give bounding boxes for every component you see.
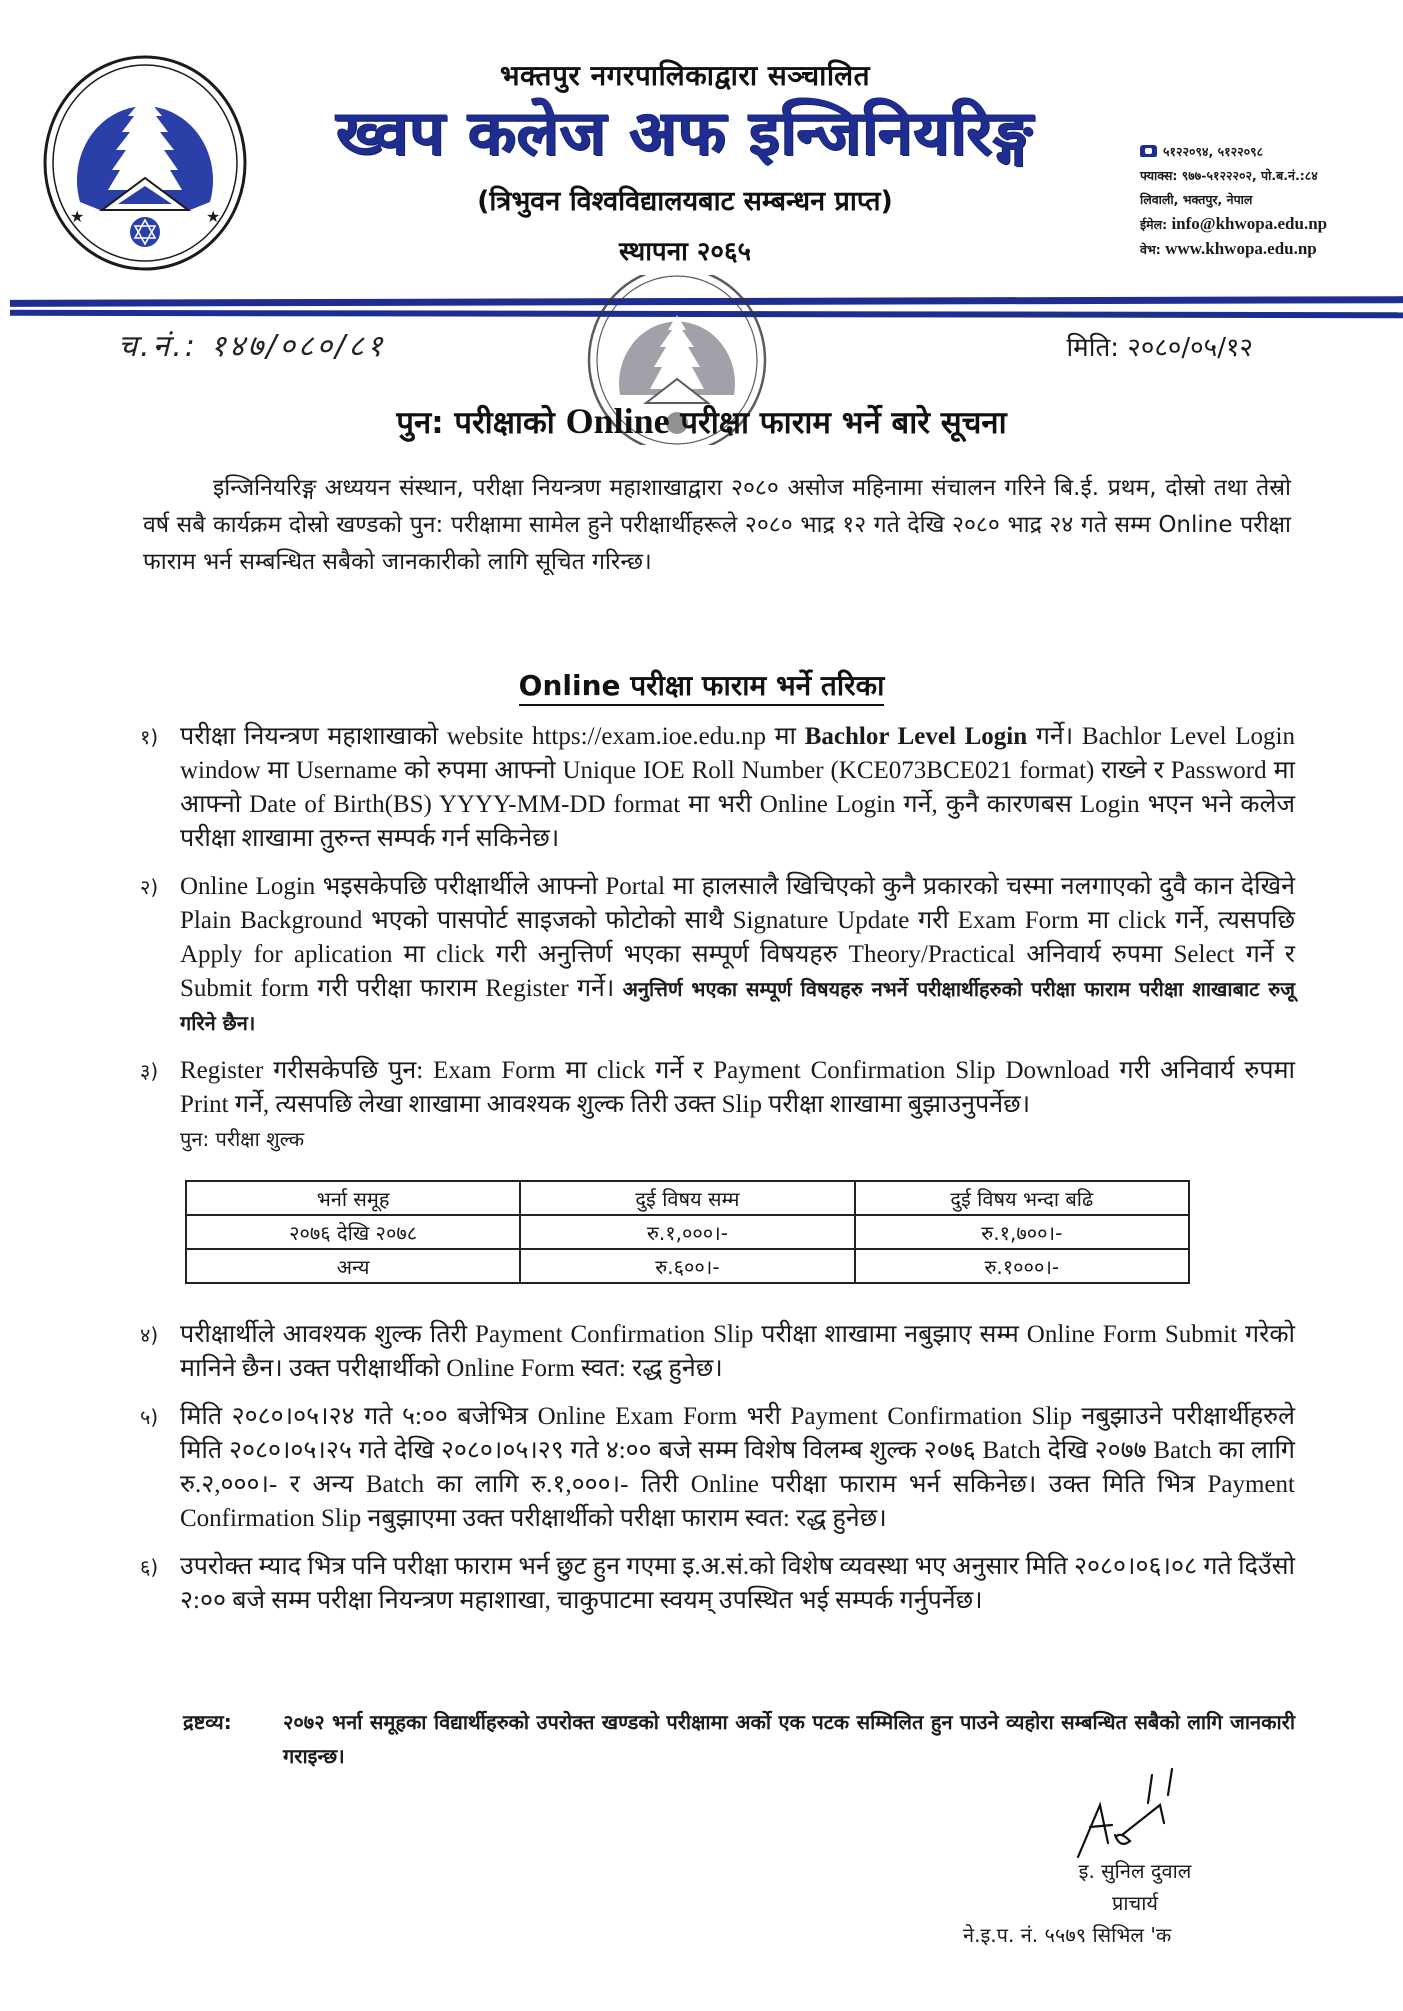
step-1 [140, 720, 1295, 856]
svg-text:★: ★ [206, 209, 221, 226]
note-label: द्रष्टव्य: [183, 1710, 232, 1734]
email-link[interactable]: info@khwopa.edu.np [1171, 214, 1328, 233]
signature-icon [1060, 1765, 1200, 1860]
column-header: दुई विषय सम्म [520, 1181, 854, 1215]
step-text: Register गरीसकेपछि पुन: Exam Form मा click गर्ने र Payment Confirmation Slip Download गरी अनिवार्य रुपमा Print गर्ने, त्यसपछि लेखा शाखामा आवश्यक शुल्क तिरी उक्त Slip परीक्षा शाखामा बुझाउनुपर्नेछ। [180, 1057, 1295, 1118]
table-header-row [186, 1181, 1189, 1215]
title-online: Online [565, 401, 670, 441]
intro-text: इन्जिनियरिङ्ग अध्ययन संस्थान, परीक्षा नियन्त्रण महाशाखाद्वारा २०८० असोज महिनामा संचालन गरिने बि.ई. प्रथम, दोस्रो तथा तेस्रो वर्ष सबै कार्यक्रम दोस्रो खण्डको पुन: परीक्षामा सामेल हुने परीक्षार्थीहरूले २०८० भाद्र १२ गते देखि २०८० भाद्र २४ गते सम्म Online परीक्षा फाराम भर्न सम्बन्धित सबैको जानकारीको लागि सूचित गरिन्छ। [143, 475, 1291, 575]
step-number: १) [140, 725, 159, 749]
step-number: ५) [140, 1405, 159, 1429]
reference-number: च.नं.: १४७/०८०/८१ [118, 329, 386, 364]
step-text: Online Login भइसकेपछि परीक्षार्थीले आफ्नो Portal मा हालसालै खिचिएको कुनै प्रकारको चस्मा नलगाएको दुवै कान देखिने Plain Background भएको पासपोर्ट साइजको फोटोको साथै Signature Update गरी Exam Form मा click गर्ने, त्यसपछि Apply for aplication मा click गरी अनुत्तिर्ण भएका सम्पूर्ण विषयहरु Theory/Practical अनिवार्य रुपमा Select गर्ने र Submit form गरी परीक्षा फाराम Register गर्ने। [180, 873, 1295, 1002]
affiliation: (त्रिभुवन विश्वविद्यालयबाट सम्बन्धन प्राप्त) [477, 186, 893, 218]
signatory-registration: ने.इ.प. नं. ५५७९ सिभिल 'क [963, 1923, 1172, 1947]
step-6 [140, 1550, 1295, 1618]
step-bold-text: Bachlor Level Login [804, 723, 1028, 750]
step-3 [140, 1054, 1295, 1156]
letterhead [0, 0, 1403, 300]
column-header: भर्ना समूह [186, 1181, 520, 1215]
college-logo-icon [40, 52, 250, 274]
step-number: ४) [140, 1323, 159, 1347]
steps-list-continued [140, 1318, 1295, 1632]
fax-po-box: फ्याक्स: ९७७-५१२२२०२, पो.ब.नं.:८४ [1140, 168, 1318, 183]
step-text: उपरोक्त म्याद भित्र पनि परीक्षा फाराम भर्न छुट हुन गएमा इ.अ.सं.को विशेष व्यवस्था भए अनुसार मिति २०८०।०६।०८ गते दिउँसो २:०० बजे सम्म परीक्षा नियन्त्रण महाशाखा, चाकुपाटमा स्वयम् उपस्थित भई सम्पर्क गर्नुपर्नेछ। [180, 1553, 1295, 1614]
telephone-icon [1140, 145, 1157, 157]
steps-list [140, 720, 1295, 1170]
note-text: २०७२ भर्ना समूहका विद्यार्थीहरुको उपरोक्त खण्डको परीक्षामा अर्को एक पटक सम्मिलित हुन पाउने व्यहोरा सम्बन्धित सबैको लागि जानकारी गराइन्छ। [283, 1710, 1295, 1768]
step-5 [140, 1400, 1295, 1536]
step-bold-text: अनुत्तिर्ण भएका सम्पूर्ण विषयहरु नभर्ने परीक्षार्थीहरुको परीक्षा फाराम परीक्षा शाखाबाट रुजू गरिने छैन। [180, 977, 1296, 1035]
table-cell: रु.६००।- [520, 1249, 854, 1283]
step-text: परीक्षा नियन्त्रण महाशाखाको website https://exam.ioe.edu.np मा [180, 723, 797, 750]
table-cell: रु.१,०००।- [520, 1215, 854, 1249]
fee-table-label: पुन: परीक्षा शुल्क [180, 1127, 305, 1151]
operated-by: भक्तपुर नगरपालिकाद्वारा सञ्चालित [499, 59, 871, 92]
table-cell: रु.१,७००।- [855, 1215, 1189, 1249]
step-number: ६) [140, 1555, 159, 1579]
established-year: स्थापना २०६५ [618, 237, 751, 268]
college-name: ख्वप कलेज अफ इन्जिनियरिङ्ग [336, 96, 1034, 169]
table-cell: २०७६ देखि २०७८ [186, 1215, 520, 1249]
signatory-name: इ. सुनिल दुवाल [1078, 1859, 1192, 1883]
svg-text:★: ★ [70, 209, 85, 226]
step-number: ३) [140, 1059, 159, 1083]
column-header: दुई विषय भन्दा बढि [855, 1181, 1189, 1215]
step-number: २) [140, 875, 159, 899]
fee-table [185, 1180, 1190, 1284]
note-block [183, 1705, 1295, 1773]
reference-line [118, 320, 1298, 370]
step-text-continued: गर्ने। Bachlor Level Login window मा Username को रुपमा आफ्नो Unique IOE Roll Number (KCE073BCE021 format) राख्ने र Password मा आफ्नो Date of Birth(BS) YYYY-MM-DD format मा भरी Online Login गर्ने, कुनै कारणबस Login भएन भने कलेज परीक्षा शाखामा तुरुन्त सम्पर्क गर्न सकिनेछ। [180, 723, 1295, 852]
intro-paragraph [143, 470, 1291, 581]
section-title [0, 666, 1403, 704]
notice-title [0, 400, 1403, 443]
step-text: परीक्षार्थीले आवश्यक शुल्क तिरी Payment Confirmation Slip परीक्षा शाखामा नबुझाए सम्म Online Form Submit गरेको मानिने छैन। उक्त परीक्षार्थीको Online Form स्वत: रद्ध हुनेछ। [180, 1321, 1295, 1382]
table-row [186, 1249, 1189, 1283]
address: लिवाली, भक्तपुर, नेपाल [1140, 192, 1253, 207]
email-label: ईमेल: [1140, 217, 1168, 232]
website-link[interactable]: www.khwopa.edu.np [1165, 239, 1317, 258]
title-prefix: पुन: परीक्षाको [396, 405, 555, 441]
web-label: वेभ: [1140, 242, 1161, 257]
table-row [186, 1215, 1189, 1249]
section-title-text: Online परीक्षा फाराम भर्ने तरिका [519, 669, 885, 706]
signatory-block [963, 1855, 1285, 1951]
document-date: मिति: २०८०/०५/१२ [1066, 333, 1253, 363]
table-cell: रु.१०००।- [855, 1249, 1189, 1283]
table-cell: अन्य [186, 1249, 520, 1283]
step-4 [140, 1318, 1295, 1386]
step-text: मिति २०८०।०५।२४ गते ५:०० बजेभित्र Online Exam Form भरी Payment Confirmation Slip नबुझाउने परीक्षार्थीहरुले मिति २०८०।०५।२५ गते देखि २०८०।०५।२९ गते ४:०० बजे सम्म विशेष विलम्ब शुल्क २०७६ Batch देखि २०७७ Batch का लागि रु.२,०००।- र अन्य Batch का लागि रु.१,०००।- तिरी Online परीक्षा फाराम भर्न सकिनेछ। उक्त मिति भित्र Payment Confirmation Slip नबुझाएमा उक्त परीक्षार्थीको परीक्षा फाराम स्वत: रद्ध हुनेछ। [180, 1403, 1295, 1532]
phone-numbers: ५१२२०९४, ५१२२०९८ [1163, 144, 1264, 159]
title-suffix: परीक्षा फाराम भर्ने बारे सूचना [680, 405, 1007, 441]
signatory-title: प्राचार्य [1111, 1891, 1159, 1915]
contact-block [1140, 140, 1400, 262]
step-2 [140, 870, 1295, 1040]
